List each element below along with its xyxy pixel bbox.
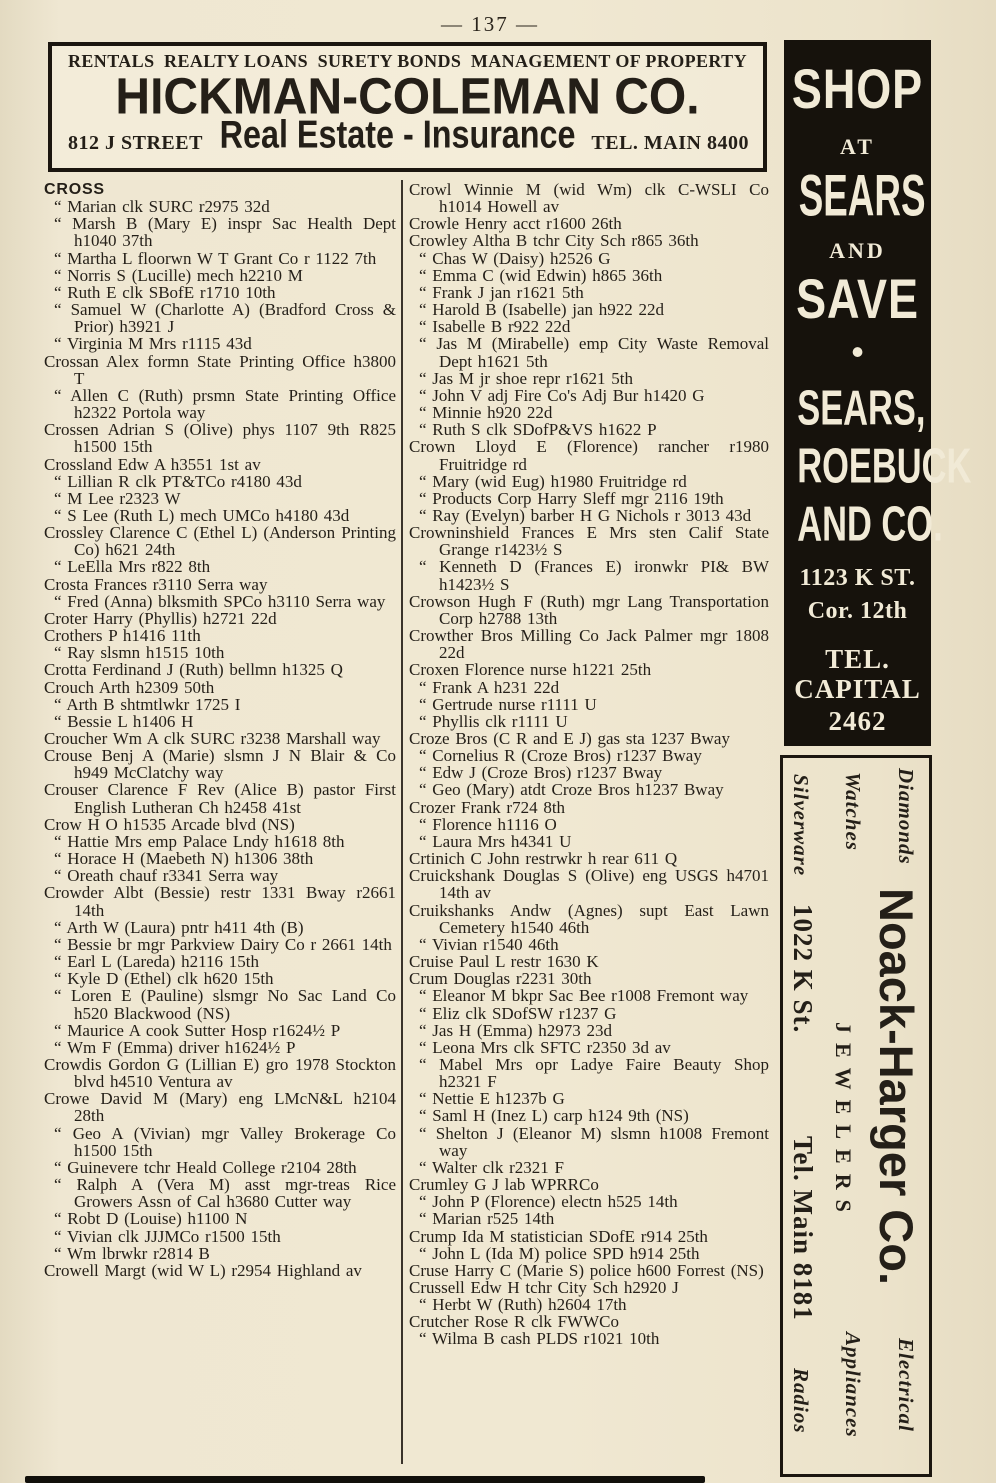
directory-entry: Crossley Clarence C (Ethel L) (Anderson Printing Co) h621 24th — [44, 523, 396, 560]
sears-ad-line-phone: 2462 — [828, 706, 887, 736]
surname-header: CROSS — [44, 181, 105, 198]
directory-entry: “ Virginia M Mrs r1115 43d — [54, 334, 252, 354]
directory-entry: Crowninshield Frances E Mrs sten Calif State Grange r1423½ S — [409, 523, 769, 560]
noack-product-electrical: Electrical — [894, 1338, 918, 1432]
directory-entry: Crum Douglas r2231 30th — [409, 969, 592, 989]
directory-column-right — [409, 181, 769, 1348]
directory-entry: “ Eliz clk SDofSW r1237 G — [419, 1003, 617, 1023]
directory-entry: “ Vivian clk JJJMCo r1500 15th — [54, 1226, 281, 1246]
directory-entry: “ Cornelius R (Croze Bros) r1237 Bway — [419, 746, 702, 766]
directory-entry: Crossen Adrian S (Olive) phys 1107 9th R825 h1500 15th — [44, 420, 396, 457]
directory-entry: “ Arth B shtmtlwkr 1725 I — [54, 694, 241, 714]
directory-entry: “ Horace H (Maebeth N) h1306 38th — [54, 849, 314, 869]
column-divider-rule — [401, 180, 403, 1464]
directory-entry: Crosta Frances r3110 Serra way — [44, 574, 268, 594]
directory-entry: Crow H O h1535 Arcade blvd (NS) — [44, 814, 295, 834]
directory-entry: “ Eleanor M bkpr Sac Bee r1008 Fremont way — [419, 986, 749, 1006]
directory-entry: “ Shelton J (Eleanor M) slsmn h1008 Fremont way — [419, 1123, 769, 1160]
directory-entry: “ Lillian R clk PT&TCo r4180 43d — [54, 471, 302, 491]
sears-ad-line-phone: CAPITAL — [794, 674, 921, 704]
directory-entry: Crowle Henry acct r1600 26th — [409, 214, 622, 234]
directory-entry: Crussell Edw H tchr City Sch h2920 J — [409, 1278, 679, 1297]
noack-product-diamonds: Diamonds — [894, 768, 918, 865]
directory-entry: Crouser Clarence F Rev (Alice B) pastor First English Lutheran Ch h2458 41st — [44, 780, 396, 817]
directory-entry: Crowl Winnie M (wid Wm) clk C-WSLI Co h1014 Howell av — [409, 180, 769, 217]
directory-entry: “ Robt D (Louise) h1100 N — [54, 1209, 248, 1229]
sears-ad-line-headline: SAVE — [796, 267, 919, 331]
service-management: MANAGEMENT OF PROPERTY — [470, 51, 747, 71]
directory-entry: “ Frank A h231 22d — [419, 677, 560, 697]
directory-entry: “ John V adj Fire Co's Adj Bur h1420 G — [419, 385, 705, 405]
sears-ad-line-address: 1123 K ST. — [799, 565, 916, 591]
directory-entry: Cruse Harry C (Marie S) police h600 Forrest (NS) — [409, 1260, 764, 1280]
directory-entry: “ Ray (Evelyn) barber H G Nichols r 3013 43d — [419, 505, 752, 525]
directory-entry: “ Products Corp Harry Sleff mgr 2116 19th — [419, 488, 724, 508]
directory-entry: “ Ruth S clk SDofP&VS h1622 P — [419, 420, 657, 440]
directory-entry: “ Mabel Mrs opr Ladye Faire Beauty Shop h2321 F — [419, 1054, 769, 1092]
directory-entry: Crossan Alex formn State Printing Office h3800 T — [44, 351, 396, 388]
noack-business-type: JEWELERS — [831, 1022, 856, 1222]
noack-product-silverware: Silverware — [789, 774, 813, 877]
directory-column-left — [44, 181, 396, 1279]
sears-ad-line-phone: TEL. — [825, 644, 890, 674]
directory-entry: “ LeElla Mrs r822 8th — [54, 557, 211, 577]
sears-ad-line-bullet: • — [851, 331, 864, 372]
directory-entry: “ Ruth E clk SBofE r1710 10th — [54, 282, 276, 302]
directory-entry: “ Frank J jan r1621 5th — [419, 282, 584, 302]
directory-entry: Cruikshanks Andw (Agnes) supt East Lawn Cemetery h1540 46th — [409, 900, 769, 937]
header-ad-address: 812 J STREET — [68, 132, 203, 154]
directory-entry: Crowell Margt (wid W L) r2954 Highland av — [44, 1260, 362, 1280]
directory-entry: Crown Lloyd E (Florence) rancher r1980 Fruitridge rd — [409, 437, 769, 474]
directory-entry: “ Guinevere tchr Heald College r2104 28th — [54, 1157, 357, 1177]
directory-entry: Crowley Altha B tchr City Sch r865 36th — [409, 231, 699, 251]
directory-entry: Crothers P h1416 11th — [44, 626, 201, 646]
directory-entry: Crutcher Rose R clk FWWCo — [409, 1312, 619, 1332]
sears-ad-line-name: AND CO. — [797, 495, 943, 552]
directory-entry: “ Fred (Anna) blksmith SPCo h3110 Serra way — [54, 591, 386, 611]
sears-ad-line-name: SEARS, — [797, 379, 926, 436]
directory-entry: Crossland Edw A h3551 1st av — [44, 454, 261, 474]
directory-entry: Cruickshank Douglas S (Olive) eng USGS h4701 14th av — [409, 866, 769, 903]
directory-entry: “ Wm lbrwkr r2814 B — [54, 1243, 210, 1263]
directory-entry: Crump Ida M statistician SDofE r914 25th — [409, 1226, 708, 1246]
directory-entry: “ Martha L floorwn W T Grant Co r 1122 7th — [54, 248, 377, 268]
directory-entry: “ Jas M (Mirabelle) emp City Waste Removal Dept h1621 5th — [419, 334, 769, 371]
sears-ad-line-connector: AT — [840, 134, 875, 159]
directory-entry: Crumley G J lab WPRRCo — [409, 1175, 599, 1195]
directory-entry: “ Jas M jr shoe repr r1621 5th — [419, 368, 633, 388]
directory-entry: “ Loren E (Pauline) slsmgr No Sac Land Co h520 Blackwood (NS) — [54, 986, 396, 1023]
directory-entry: “ Wm F (Emma) driver h1624½ P — [54, 1037, 296, 1057]
directory-entry: “ Chas W (Daisy) h2526 G — [419, 248, 611, 268]
directory-entry: “ Kenneth D (Frances E) ironwkr PI& BW h1423½ S — [419, 557, 769, 594]
directory-entry: Crowder Albt (Bessie) restr 1331 Bway r2661 14th — [44, 883, 396, 920]
noack-address: 1022 K St. — [788, 904, 818, 1034]
directory-entry: “ Marian clk SURC r2975 32d — [54, 197, 270, 217]
directory-entry: “ Edw J (Croze Bros) r1237 Bway — [419, 763, 663, 783]
directory-entry: “ Samuel W (Charlotte A) (Bradford Cross & Prior) h3921 J — [54, 300, 396, 337]
directory-entry: Crouse Benj A (Marie) slsmn J N Blair & Co h949 McClatchy way — [44, 746, 396, 783]
sears-ad-line-tall: SEARS — [798, 161, 926, 229]
noack-product-watches: Watches — [841, 772, 865, 851]
directory-entry: Crowe David M (Mary) eng LMcN&L h2104 28th — [44, 1089, 396, 1126]
noack-product-radios: Radios — [789, 1368, 813, 1434]
directory-entry: “ Ray slsmn h1515 10th — [54, 643, 225, 663]
directory-entry: Croxen Florence nurse h1221 25th — [409, 660, 652, 680]
directory-entry: Croucher Wm A clk SURC r3238 Marshall way — [44, 729, 381, 748]
directory-entry: “ M Lee r2323 W — [54, 488, 181, 508]
directory-entry: “ Arth W (Laura) pntr h411 4th (B) — [54, 917, 304, 937]
directory-entry: “ Jas H (Emma) h2973 23d — [419, 1020, 613, 1040]
directory-entry: “ Laura Mrs h4341 U — [419, 831, 572, 851]
service-rentals: RENTALS — [68, 51, 155, 71]
noack-harger-ad — [780, 755, 932, 1477]
directory-entry: “ Vivian r1540 46th — [419, 934, 559, 954]
directory-entry: Croter Harry (Phyllis) h2721 22d — [44, 608, 277, 628]
service-surety-bonds: SURETY BONDS — [317, 51, 462, 71]
directory-entry: Crowther Bros Milling Co Jack Palmer mgr 1808 22d — [409, 626, 769, 663]
noack-phone: Tel. Main 8181 — [788, 1136, 818, 1321]
directory-entry: “ Isabelle B r922 22d — [419, 317, 571, 337]
directory-entry: “ Marian r525 14th — [419, 1209, 555, 1229]
directory-entry: “ Maurice A cook Sutter Hosp r1624½ P — [54, 1020, 341, 1040]
directory-entry: “ Wilma B cash PLDS r1021 10th — [419, 1329, 660, 1349]
directory-entry: Croze Bros (C R and E J) gas sta 1237 Bway — [409, 729, 730, 748]
directory-entry: “ Ralph A (Vera M) asst mgr-treas Rice Growers Assn of Cal h3680 Cutter way — [54, 1175, 396, 1212]
directory-entry: “ Saml H (Inez L) carp h124 9th (NS) — [419, 1106, 689, 1126]
directory-entry: “ Emma C (wid Edwin) h865 36th — [419, 265, 663, 285]
directory-entry: “ Kyle D (Ethel) clk h620 15th — [54, 969, 274, 989]
directory-entry: “ S Lee (Ruth L) mech UMCo h4180 43d — [54, 505, 350, 525]
directory-entry: “ Phyllis clk r1111 U — [419, 711, 568, 731]
sears-roebuck-ad — [784, 40, 972, 746]
directory-entry: “ Hattie Mrs emp Palace Lndy h1618 8th — [54, 831, 345, 851]
page-number: — 137 — — [441, 12, 539, 36]
directory-entry: “ Walter clk r2321 F — [419, 1157, 565, 1177]
page-bottom-edge — [25, 1476, 705, 1483]
sears-ad-line-address: Cor. 12th — [807, 598, 908, 624]
directory-entry: “ Florence h1116 O — [419, 814, 557, 834]
directory-entry: “ Nettie E h1237b G — [419, 1089, 565, 1109]
sears-ad-line-connector: AND — [829, 238, 886, 263]
directory-entry: “ Norris S (Lucille) mech h2210 M — [54, 265, 303, 285]
directory-entry: Cruise Paul L restr 1630 K — [409, 952, 599, 972]
directory-entry: “ John L (Ida M) police SPD h914 25th — [419, 1243, 700, 1263]
header-ad-business-line: Real Estate - Insurance — [219, 112, 576, 156]
service-realty-loans: REALTY LOANS — [164, 51, 309, 71]
directory-entry: “ Marsh B (Mary E) inspr Sac Health Dept h1040 37th — [54, 214, 396, 251]
directory-entry: Crotta Ferdinand J (Ruth) bellmn h1325 Q — [44, 660, 343, 680]
directory-entry: “ John P (Florence) electn h525 14th — [419, 1192, 678, 1212]
directory-entry: “ Geo A (Vivian) mgr Valley Brokerage Co h1500 15th — [54, 1123, 396, 1160]
header-ad-company-name: HICKMAN-COLEMAN CO. — [115, 68, 700, 126]
sears-ad-line-headline: SHOP — [791, 57, 924, 121]
noack-product-appliances: Appliances — [841, 1332, 865, 1438]
directory-entry: “ Harold B (Isabelle) jan h922 22d — [419, 300, 665, 320]
header-ad-phone: TEL. MAIN 8400 — [591, 132, 749, 154]
directory-entry: “ Mary (wid Eug) h1980 Fruitridge rd — [419, 471, 687, 491]
sears-ad-line-name: ROEBUCK — [797, 437, 972, 494]
directory-entry: Crouch Arth h2309 50th — [44, 677, 215, 697]
directory-entry: “ Herbt W (Ruth) h2604 17th — [419, 1295, 627, 1315]
directory-entry: “ Geo (Mary) atdt Croze Bros h1237 Bway — [419, 780, 724, 800]
directory-entry: “ Minnie h920 22d — [419, 403, 553, 423]
directory-entry: “ Oreath chauf r3341 Serra way — [54, 866, 279, 886]
directory-entry: “ Gertrude nurse r1111 U — [419, 694, 597, 714]
directory-entry: Crozer Frank r724 8th — [409, 797, 566, 817]
directory-entry: Crtinich C John restrwkr h rear 611 Q — [409, 849, 678, 869]
hickman-coleman-ad — [48, 42, 767, 172]
directory-entry: Crowdis Gordon G (Lillian E) gro 1978 Stockton blvd h4510 Ventura av — [44, 1054, 396, 1092]
directory-entry: “ Allen C (Ruth) prsmn State Printing Office h2322 Portola way — [54, 385, 396, 423]
directory-entry: “ Leona Mrs clk SFTC r2350 3d av — [419, 1037, 671, 1057]
directory-entry: “ Earl L (Lareda) h2116 15th — [54, 952, 259, 972]
directory-entry: Crowson Hugh F (Ruth) mgr Lang Transportation Corp h2788 13th — [409, 591, 769, 628]
directory-entry: “ Bessie L h1406 H — [54, 711, 194, 731]
directory-entry: “ Bessie br mgr Parkview Dairy Co r 2661 14th — [54, 934, 392, 954]
noack-company-name: Noack-Harger Co. — [870, 888, 923, 1285]
